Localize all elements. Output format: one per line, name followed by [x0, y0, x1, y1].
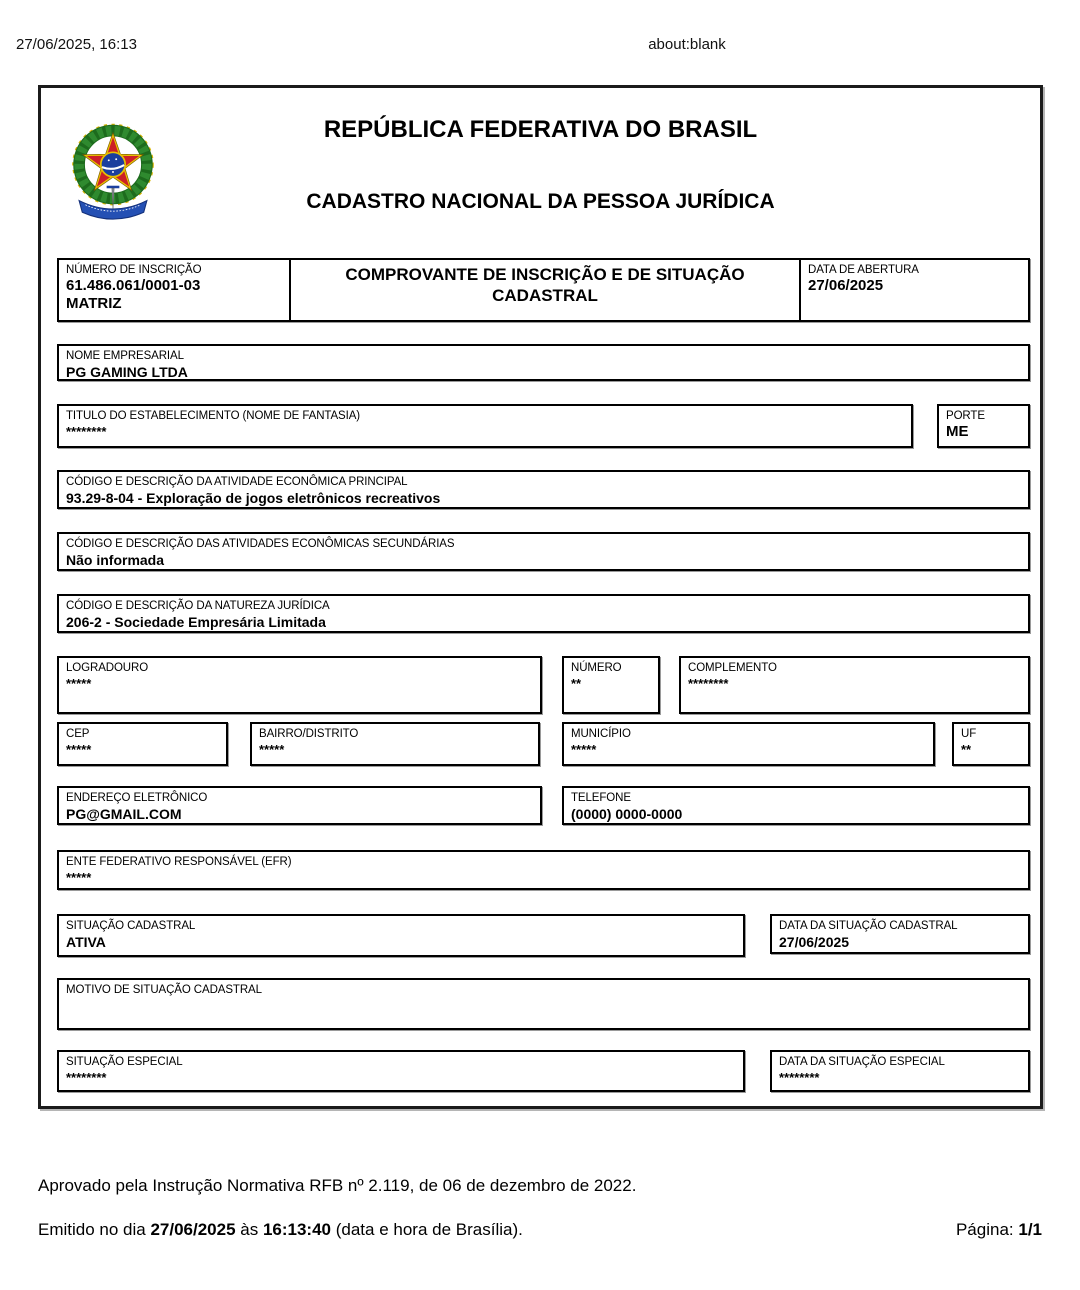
field-label: BAIRRO/DISTRITO — [259, 728, 359, 740]
field-label: TITULO DO ESTABELECIMENTO (NOME DE FANTASIA) — [66, 410, 360, 422]
field-value: ***** — [66, 742, 92, 757]
approval-note: Aprovado pela Instrução Normativa RFB nº 2.119, de 06 de dezembro de 2022. — [38, 1176, 637, 1195]
print-url: about:blank — [648, 36, 726, 53]
field-value: 93.29-8-04 - Exploração de jogos eletrônicos recreativos — [66, 490, 441, 506]
emission-middle: às — [235, 1220, 263, 1239]
field-data-abertura — [799, 260, 1028, 320]
field-label: SITUAÇÃO CADASTRAL — [66, 920, 196, 932]
field-value: Não informada — [66, 552, 165, 568]
field-label: SITUAÇÃO ESPECIAL — [66, 1056, 183, 1068]
field-value: 27/06/2025 — [808, 277, 884, 294]
document-title: REPÚBLICA FEDERATIVA DO BRASIL — [323, 116, 758, 143]
field-value: ** — [961, 742, 972, 757]
field-label: CÓDIGO E DESCRIÇÃO DA ATIVIDADE ECONÔMICA PRINCIPAL — [66, 476, 408, 488]
field-label: ENTE FEDERATIVO RESPONSÁVEL (EFR) — [66, 856, 292, 868]
field-label: MOTIVO DE SITUAÇÃO CADASTRAL — [66, 984, 262, 996]
field-motivo-situacao — [57, 978, 1030, 1030]
field-value: ME — [946, 423, 969, 440]
field-nome-empresarial — [57, 344, 1030, 381]
emission-note — [38, 1220, 523, 1240]
field-value: ******** — [688, 676, 729, 691]
field-label: PORTE — [946, 410, 985, 422]
field-uf — [952, 722, 1030, 766]
field-value: ***** — [259, 742, 285, 757]
field-atividades-secundarias — [57, 532, 1030, 571]
field-logradouro — [57, 656, 542, 714]
field-value: (0000) 0000-0000 — [571, 806, 683, 822]
field-value: ***** — [66, 870, 92, 885]
header-row — [57, 258, 1030, 322]
field-atividade-principal — [57, 470, 1030, 509]
field-data-situacao-cadastral — [770, 914, 1030, 954]
field-value: ******** — [66, 424, 107, 439]
field-label: DATA DA SITUAÇÃO ESPECIAL — [779, 1056, 945, 1068]
field-label: NOME EMPRESARIAL — [66, 350, 184, 362]
field-label: CÓDIGO E DESCRIÇÃO DAS ATIVIDADES ECONÔMICAS SECUNDÁRIAS — [66, 538, 455, 550]
page-indicator — [956, 1220, 1042, 1240]
field-value: PG@GMAIL.COM — [66, 806, 182, 822]
field-label: DATA DA SITUAÇÃO CADASTRAL — [779, 920, 958, 932]
field-situacao-cadastral — [57, 914, 745, 957]
field-municipio — [562, 722, 935, 766]
field-data-situacao-especial — [770, 1050, 1030, 1092]
print-datetime: 27/06/2025, 16:13 — [16, 36, 137, 53]
field-label: MUNICÍPIO — [571, 728, 631, 740]
field-endereco-eletronico — [57, 786, 542, 825]
field-label: COMPLEMENTO — [688, 662, 777, 674]
field-label: DATA DE ABERTURA — [808, 264, 919, 276]
field-complemento — [679, 656, 1030, 714]
field-bairro-distrito — [250, 722, 540, 766]
field-label: ENDEREÇO ELETRÔNICO — [66, 792, 208, 804]
field-label: LOGRADOURO — [66, 662, 149, 674]
field-titulo-estabelecimento — [57, 404, 913, 448]
field-value: ******** — [779, 1070, 820, 1085]
field-telefone — [562, 786, 1030, 825]
field-label: CEP — [66, 728, 90, 740]
field-situacao-especial — [57, 1050, 745, 1092]
comprovante-title-line2: CADASTRAL — [492, 286, 598, 305]
field-value: ** — [571, 676, 582, 691]
field-numero-inscricao — [59, 260, 289, 320]
field-value: ******** — [66, 1070, 107, 1085]
field-label: NÚMERO DE INSCRIÇÃO — [66, 264, 202, 276]
field-efr — [57, 850, 1030, 890]
comprovante-title — [289, 260, 799, 320]
field-value: 61.486.061/0001-03 — [66, 277, 201, 294]
page-value: 1/1 — [1018, 1220, 1042, 1239]
field-value: ATIVA — [66, 934, 106, 950]
field-porte — [937, 404, 1030, 448]
emission-suffix: (data e hora de Brasília). — [331, 1220, 523, 1239]
field-label: NÚMERO — [571, 662, 622, 674]
field-natureza-juridica — [57, 594, 1030, 633]
field-cep — [57, 722, 228, 766]
field-value: PG GAMING LTDA — [66, 364, 188, 380]
field-value: 27/06/2025 — [779, 934, 850, 950]
field-value: ***** — [66, 676, 92, 691]
comprovante-title-line1: COMPROVANTE DE INSCRIÇÃO E DE SITUAÇÃO — [345, 265, 745, 284]
field-label: CÓDIGO E DESCRIÇÃO DA NATUREZA JURÍDICA — [66, 600, 330, 612]
field-value: ***** — [571, 742, 597, 757]
emission-prefix: Emitido no dia — [38, 1220, 151, 1239]
document-subtitle: CADASTRO NACIONAL DA PESSOA JURÍDICA — [306, 190, 775, 213]
page-label: Página: — [955, 1220, 1019, 1239]
emission-date: 27/06/2025 — [150, 1220, 236, 1239]
field-label: TELEFONE — [571, 792, 631, 804]
field-numero — [562, 656, 660, 714]
field-value: 206-2 - Sociedade Empresária Limitada — [66, 614, 326, 630]
field-tipo: MATRIZ — [66, 295, 122, 312]
field-label: UF — [961, 728, 977, 740]
emission-time: 16:13:40 — [262, 1220, 332, 1239]
